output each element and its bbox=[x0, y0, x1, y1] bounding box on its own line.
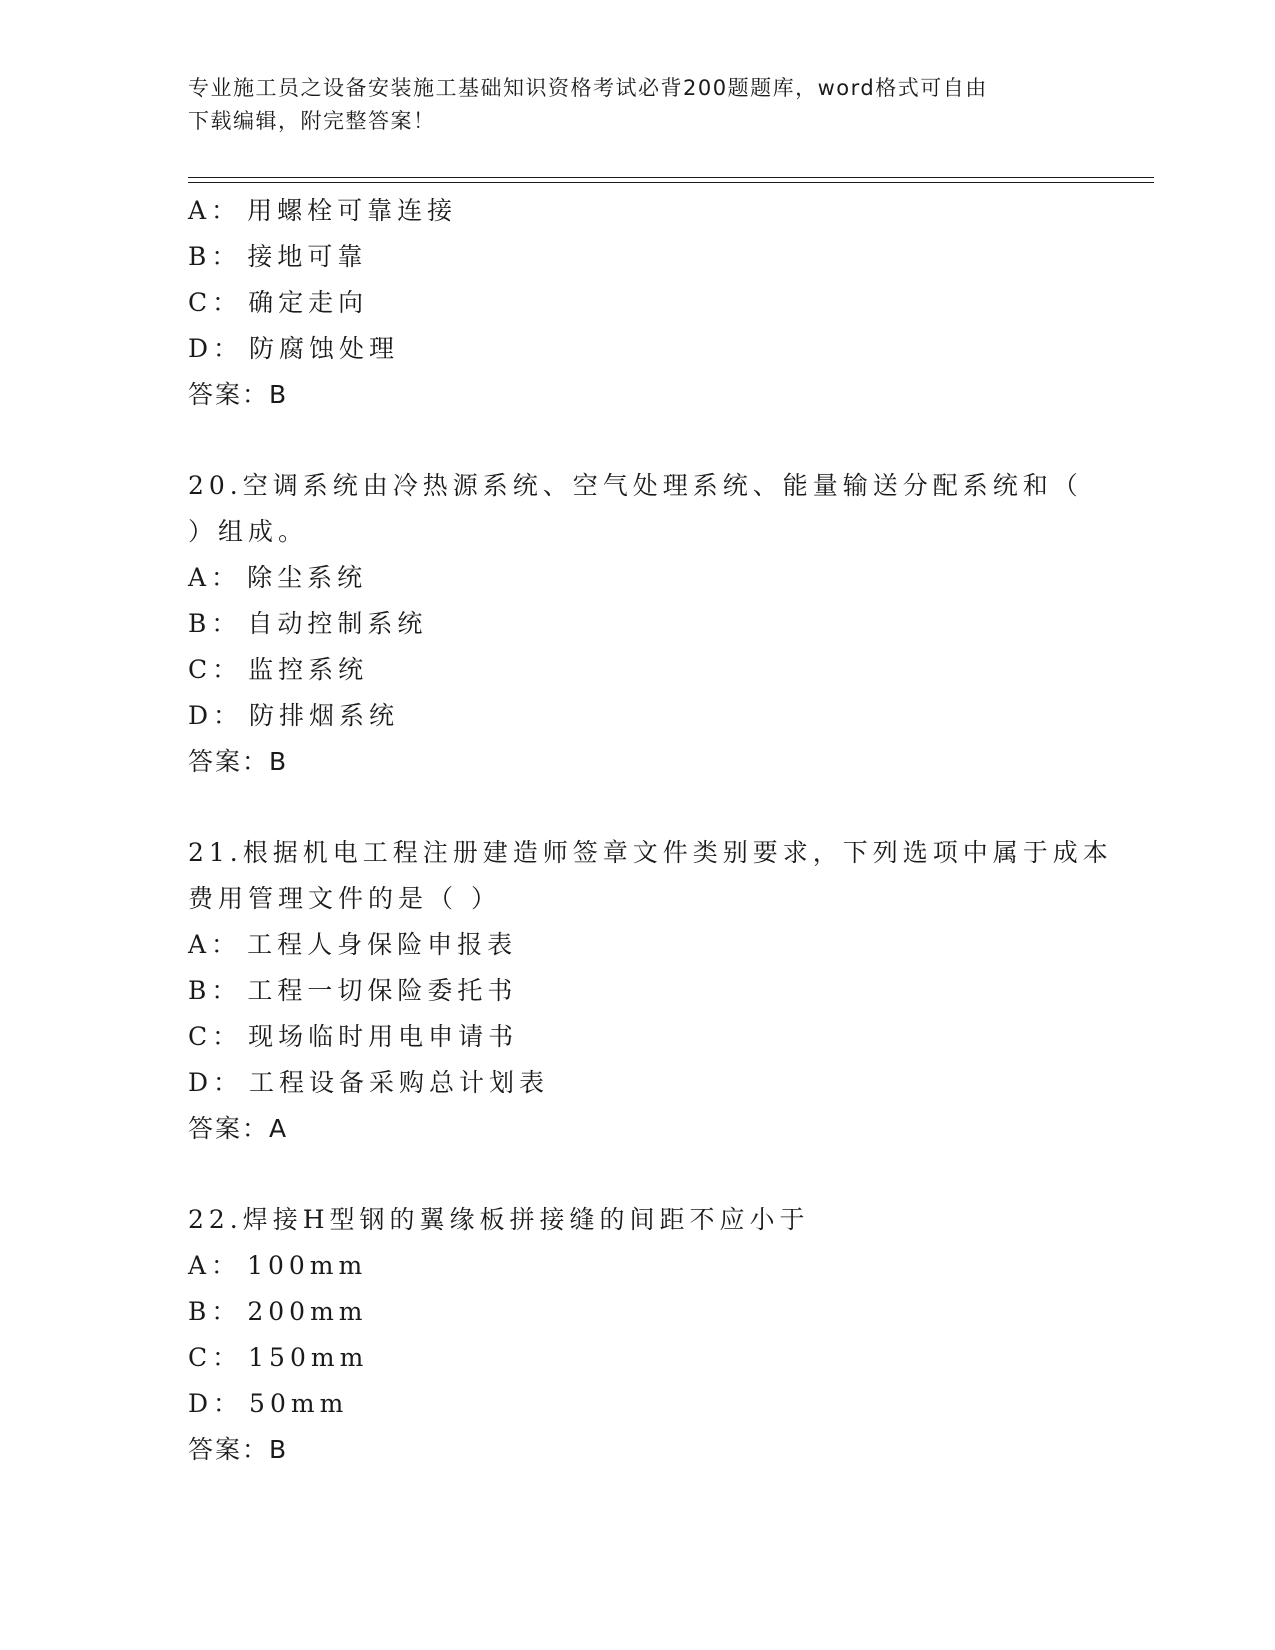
question-text: 20.空调系统由冷热源系统、空气处理系统、能量输送分配系统和（ bbox=[188, 471, 1083, 500]
option-label: B： bbox=[188, 976, 242, 1005]
option-text: 防腐蚀处理 bbox=[249, 334, 400, 363]
answer-option bbox=[188, 234, 1088, 280]
option-text: 监控系统 bbox=[248, 655, 369, 684]
question-block bbox=[188, 830, 1113, 1152]
option-label: B： bbox=[188, 1297, 242, 1326]
option-label: C： bbox=[188, 1343, 243, 1372]
answer-option bbox=[188, 1335, 1088, 1381]
question-block bbox=[188, 188, 1088, 418]
answer-option bbox=[188, 326, 1088, 372]
option-label: D： bbox=[188, 1389, 244, 1418]
option-label: D： bbox=[188, 1068, 244, 1097]
option-text: 150mm bbox=[248, 1343, 369, 1372]
option-label: C： bbox=[188, 1022, 243, 1051]
option-label: D： bbox=[188, 334, 244, 363]
answer-option bbox=[188, 1381, 1088, 1427]
answer-option bbox=[188, 280, 1088, 326]
option-label: B： bbox=[188, 609, 242, 638]
answer-option bbox=[188, 922, 1088, 968]
option-label: D： bbox=[188, 701, 244, 730]
question-list bbox=[188, 188, 1113, 1518]
header-divider-bottom bbox=[188, 182, 1154, 183]
document-header bbox=[188, 72, 1068, 138]
answer-key: 答案：B bbox=[188, 747, 289, 776]
option-text: 防排烟系统 bbox=[249, 701, 400, 730]
option-label: C： bbox=[188, 655, 243, 684]
option-text: 确定走向 bbox=[248, 288, 369, 317]
option-text: 工程一切保险委托书 bbox=[247, 976, 518, 1005]
option-text: 自动控制系统 bbox=[247, 609, 428, 638]
question-block bbox=[188, 463, 1088, 785]
option-label: A： bbox=[188, 930, 242, 959]
question-text: 费用管理文件的是（ ） bbox=[188, 884, 501, 913]
question-block bbox=[188, 1197, 1088, 1473]
option-text: 除尘系统 bbox=[247, 563, 368, 592]
option-text: 现场临时用电申请书 bbox=[248, 1022, 519, 1051]
header-divider-top bbox=[188, 177, 1154, 178]
answer-option bbox=[188, 1289, 1088, 1335]
question-text: 21.根据机电工程注册建造师签章文件类别要求，下列选项中属于成本 bbox=[188, 838, 1113, 867]
answer-option bbox=[188, 188, 1088, 234]
option-label: C： bbox=[188, 288, 243, 317]
answer-key: 答案：A bbox=[188, 1114, 289, 1143]
answer-option bbox=[188, 555, 1088, 601]
answer-option bbox=[188, 693, 1088, 739]
option-label: A： bbox=[188, 563, 242, 592]
question-text: 22.焊接H型钢的翼缘板拼接缝的间距不应小于 bbox=[188, 1205, 810, 1234]
question-text: ）组成。 bbox=[188, 517, 309, 546]
option-label: A： bbox=[188, 1251, 242, 1280]
answer-key: 答案：B bbox=[188, 1435, 289, 1464]
option-text: 100mm bbox=[247, 1251, 368, 1280]
answer-option bbox=[188, 968, 1088, 1014]
answer-option bbox=[188, 1060, 1088, 1106]
option-text: 用螺栓可靠连接 bbox=[247, 196, 458, 225]
answer-option bbox=[188, 601, 1088, 647]
option-text: 200mm bbox=[247, 1297, 368, 1326]
answer-option bbox=[188, 1243, 1088, 1289]
option-text: 工程设备采购总计划表 bbox=[249, 1068, 550, 1097]
answer-option bbox=[188, 1014, 1088, 1060]
option-text: 接地可靠 bbox=[247, 242, 368, 271]
answer-option bbox=[188, 647, 1088, 693]
header-line-2: 下载编辑，附完整答案！ bbox=[188, 109, 436, 133]
option-text: 工程人身保险申报表 bbox=[247, 930, 518, 959]
option-label: B： bbox=[188, 242, 242, 271]
answer-key: 答案：B bbox=[188, 380, 289, 409]
header-line-1: 专业施工员之设备安装施工基础知识资格考试必背200题题库，word格式可自由 bbox=[188, 76, 988, 100]
option-text: 50mm bbox=[249, 1389, 349, 1418]
option-label: A： bbox=[188, 196, 242, 225]
